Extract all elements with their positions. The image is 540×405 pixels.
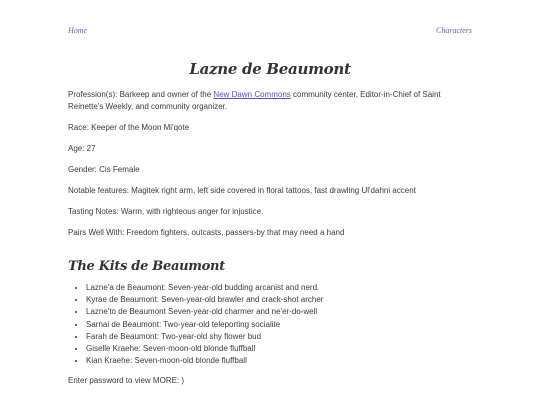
kits-heading: The Kits de Beaumont [68, 259, 225, 274]
list-item: • Lazne'to de Beaumont Seven-year-old charmer and ne'er-do-well [86, 306, 472, 318]
age-text: Age: 27 [68, 144, 96, 153]
pairs-well-text: Pairs Well With: Freedom fighters, outcasts, passers-by that may need a hand [68, 228, 345, 237]
list-item: • Sarnai de Beaumont: Two-year-old teleporting socialite [86, 319, 472, 331]
new-dawn-commons-link[interactable]: New Dawn Commons [213, 90, 291, 99]
profession-suffix: community center, Editor-in-Chief of Saint Reinette's Weekly, and community organizer. [68, 90, 441, 111]
main-content [68, 60, 472, 387]
list-item: • Kian Kraehe: Seven-moon-old blonde fluffball [86, 355, 472, 367]
top-nav [68, 26, 472, 38]
page-title: Lazne de Beaumont [189, 60, 351, 78]
list-item: • Kyrae de Beaumont: Seven-year-old brawler and crack-shot archer [86, 294, 472, 306]
tasting-notes-text: Tasting Notes: Warm, with righteous anger for injustice. [68, 207, 264, 216]
profession-prefix: Profession(s): Barkeep and owner of the [68, 90, 214, 99]
kits-list [68, 282, 472, 367]
password-prompt-text: Enter password to view MORE: ) [68, 376, 185, 386]
list-item: • Giselle Kraehe: Seven-moon-old blonde fluffball [86, 343, 472, 355]
race-text: Race: Keeper of the Moon Mi'qote [68, 123, 190, 132]
nav-home-link[interactable]: Home [68, 26, 88, 35]
nav-characters-link[interactable]: Characters [436, 26, 472, 35]
profession-text [68, 89, 472, 113]
list-item: • Farah de Beaumont: Two-year-old shy flower bud [86, 331, 472, 343]
features-text: Notable features: Magitek right arm, left side covered in floral tattoos, fast drawling Ul'dahni accent [68, 186, 416, 195]
gender-text: Gender: Cis Female [68, 165, 140, 174]
list-item: • Lazne'a de Beaumont: Seven-year-old budding arcanist and nerd. [86, 282, 472, 294]
